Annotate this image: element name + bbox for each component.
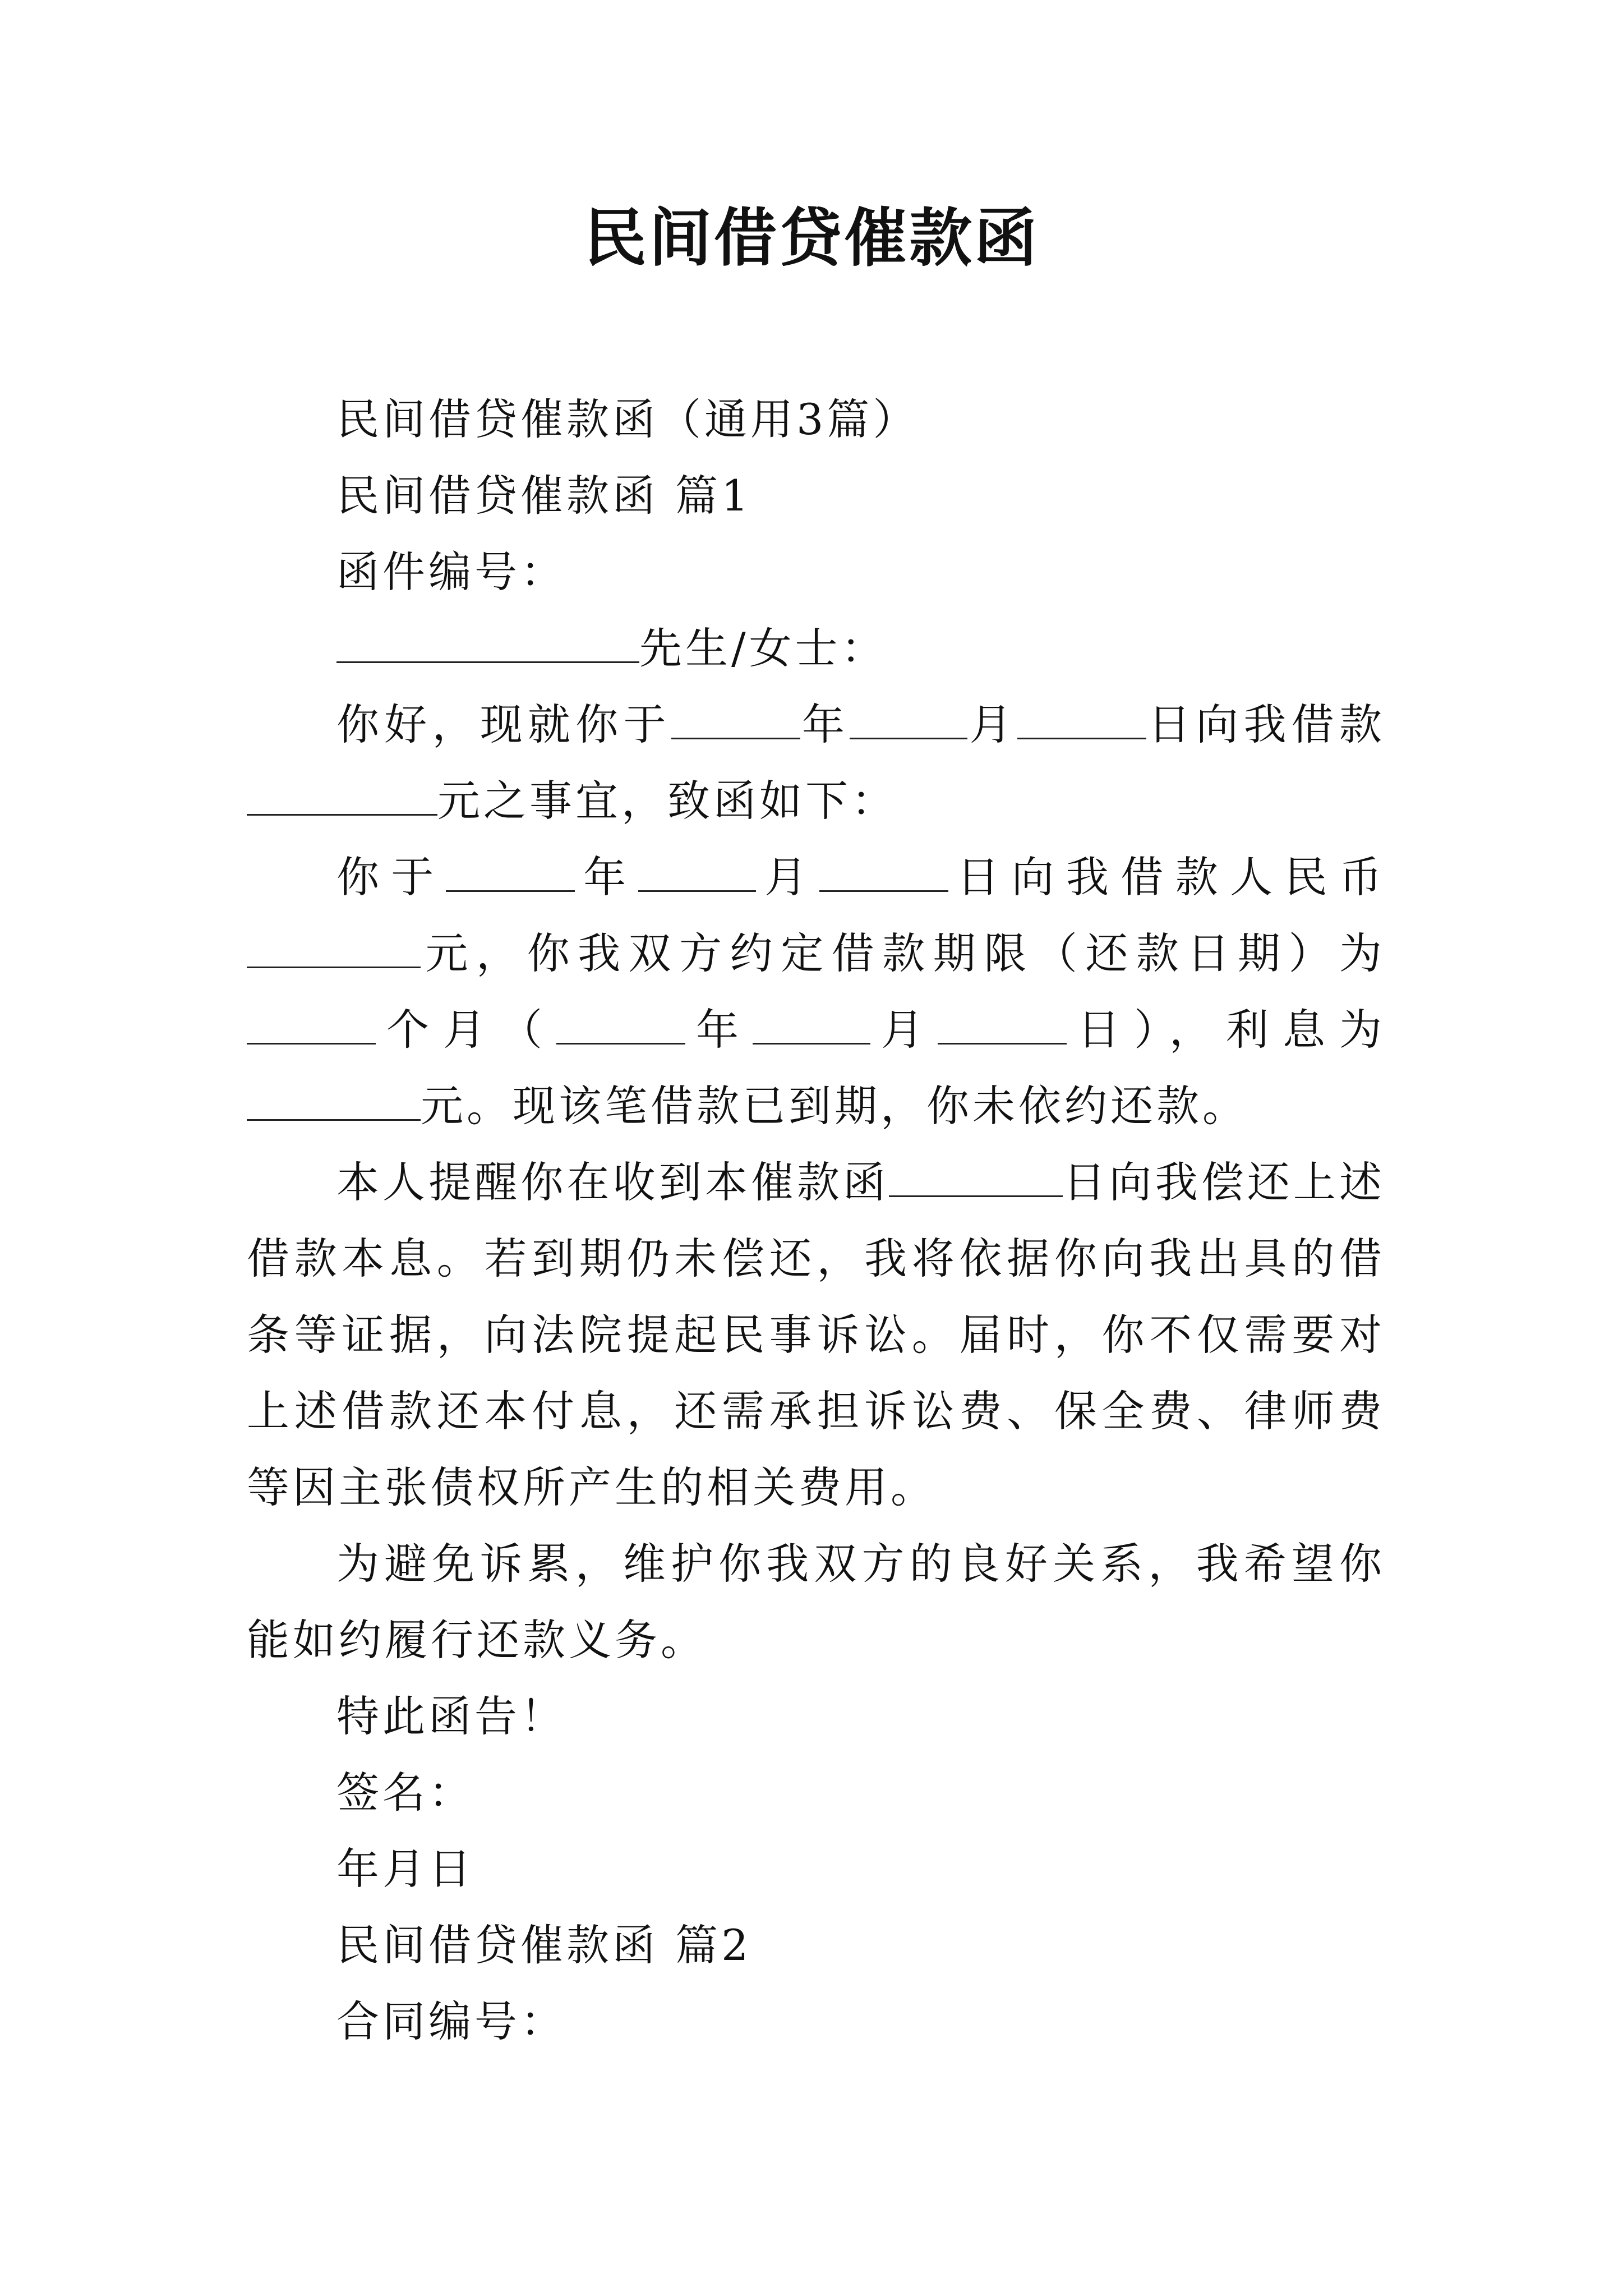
month-blank xyxy=(638,853,756,892)
para1-text-g: 年 xyxy=(685,1005,753,1055)
amount-blank xyxy=(247,930,421,968)
document-title: 民间借贷催款函 xyxy=(584,201,1039,275)
day-blank xyxy=(819,853,948,892)
greeting-text-a: 你好，现就你于 xyxy=(336,700,671,749)
greeting-text-b: 年 xyxy=(800,700,850,749)
letter-number-label: 函件编号： xyxy=(336,547,566,597)
para1-text-e: 元，你我双方约定借款期限（还款日期）为 xyxy=(421,928,1385,978)
para1-text-h: 月 xyxy=(870,1005,938,1055)
subtitle: 民间借贷催款函（通用3篇） xyxy=(336,394,919,444)
addressee-line xyxy=(247,610,1385,687)
paragraph-1 xyxy=(247,839,1385,1144)
greeting-text-c: 月 xyxy=(967,700,1017,749)
closing: 特此函告！ xyxy=(336,1691,566,1741)
signature-label: 签名： xyxy=(336,1768,474,1818)
greeting-text-d: 日向我借款 xyxy=(1146,700,1385,749)
month-blank xyxy=(753,1006,870,1045)
month-blank xyxy=(850,701,967,739)
para1-text-d: 日向我借款人民币 xyxy=(948,852,1386,902)
contract-number-label: 合同编号： xyxy=(336,1996,566,2046)
greeting-text-e: 元之事宜，致函如下： xyxy=(437,776,897,826)
para2-text-b: 日向我偿还上述借款本息。若到期仍未偿还，我将依据你向我出具的借条等证据，向法院提起民事诉讼。届时，你不仅需要对上述借款还本付息，还需承担诉讼费、保全费、律师费等因主张债权所产生的相关费用。 xyxy=(247,1157,1386,1512)
para1-text-a: 你于 xyxy=(336,852,446,902)
year-blank xyxy=(671,701,800,739)
para2-text-a: 本人提醒你在收到本催款函 xyxy=(336,1157,889,1207)
paragraph-2 xyxy=(247,1144,1385,1526)
para1-text-f: 个月（ xyxy=(376,1005,556,1055)
year-blank xyxy=(446,853,575,892)
amount-blank xyxy=(247,777,437,816)
day-blank xyxy=(1017,701,1146,739)
interest-blank xyxy=(247,1082,421,1121)
addressee-blank xyxy=(336,624,639,663)
section2-heading: 民间借贷催款函 篇2 xyxy=(336,1920,752,1970)
para1-text-j: 元。现该笔借款已到期，你未依约还款。 xyxy=(421,1081,1248,1131)
para1-text-b: 年 xyxy=(574,852,638,902)
day-blank xyxy=(938,1006,1067,1045)
addressee-suffix: 先生/女士： xyxy=(639,623,887,673)
para1-text-c: 月 xyxy=(755,852,819,902)
section1-heading: 民间借贷催款函 篇1 xyxy=(336,471,752,521)
term-blank xyxy=(247,1006,376,1045)
greeting-paragraph xyxy=(247,687,1385,839)
date-label: 年月日 xyxy=(336,1844,474,1894)
document-body xyxy=(247,381,1385,2060)
paragraph-3: 为避免诉累，维护你我双方的良好关系，我希望你能如约履行还款义务。 xyxy=(247,1539,1385,1665)
year-blank xyxy=(556,1006,685,1045)
para1-text-i: 日），利息为 xyxy=(1067,1005,1385,1055)
deadline-blank xyxy=(889,1158,1063,1197)
